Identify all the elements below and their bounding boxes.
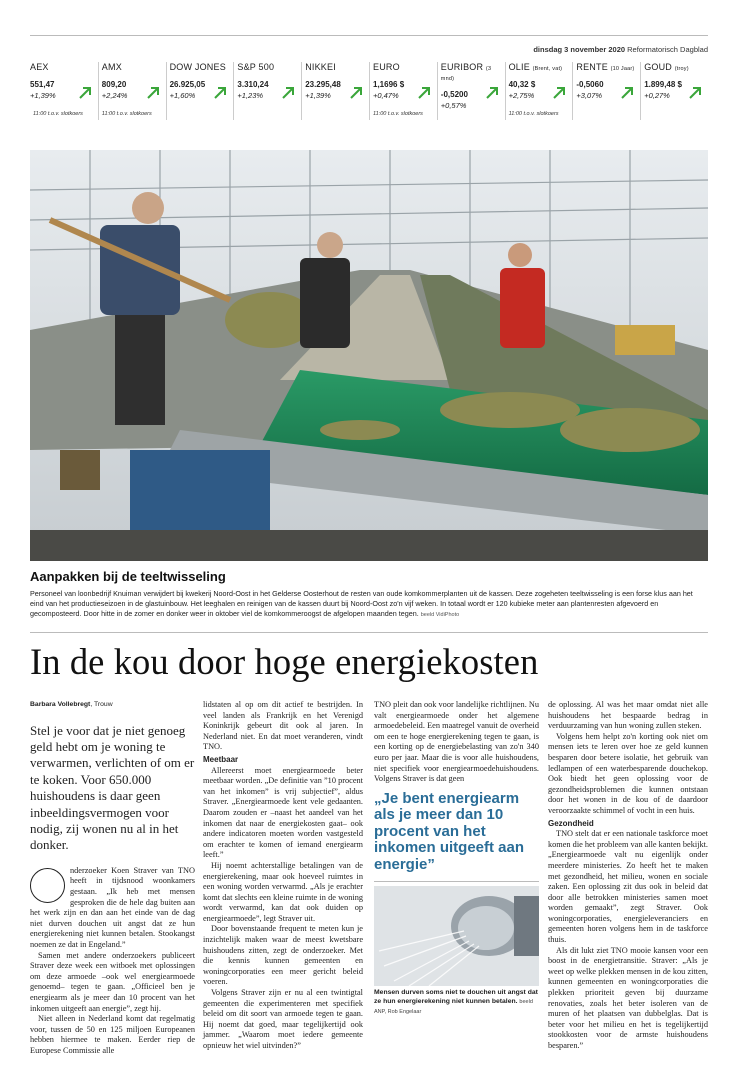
photo-credit: beeld VidiPhoto bbox=[420, 612, 460, 618]
ticker-value: -0,5200 bbox=[440, 90, 468, 99]
ticker-label: S&P 500 bbox=[237, 62, 275, 72]
paragraph: Allereerst moet energiearmoede beter meetbaar worden. „De definitie van ”10 procent van het inkomen” is vrij subjectief”, aldus Straver. „Energiearmoede kent vele gedaanten. Daarom zouden er –naast het aandeel van het inkomen dat naar de energiekosten gaat– ook andere indicatoren moeten worden vastgesteld om erachter te komen of iemand energiearm leeft.” bbox=[203, 765, 363, 860]
ticker-value: -0,5060 bbox=[576, 80, 604, 89]
paragraph: Hij noemt achterstallige betalingen van de energierekening, maar ook hoeveel ruimtes in een woning worden verwarmd. „Als je erachter komt dat slechts een kleine ruimte in de woning wordt verwarmd, kan dat ook duiden op energiearmoede”, legt Straver uit. bbox=[203, 860, 363, 923]
ticker-value: 1.899,48 $ bbox=[644, 80, 682, 89]
ticker-name bbox=[509, 62, 573, 72]
paragraph: TNO stelt dat er een nationale taskforce moet komen die het probleem van alle kanten bekijkt. „Energiearmoede valt nu eigenlijk onder meerdere ministeries. Zo heeft het te maken met gezondheid, het milieu, wonen en sociale zaken. Een oplossing zit dus ook in beleid dat door alle betrokken ministeries samen moet worden gemaakt”, zegt Straver. Ook woningcorporaties, energieleveranciers en gemeenten horen volgens hem in de taskforce thuis. bbox=[548, 829, 708, 945]
ticker-item bbox=[437, 62, 505, 120]
subheading-gezondheid: Gezondheid bbox=[548, 818, 594, 828]
ticker-item bbox=[640, 62, 708, 120]
ticker-change: +2,24% bbox=[101, 91, 128, 100]
dateline bbox=[533, 45, 708, 54]
ticker-label: EURIBOR bbox=[440, 62, 484, 72]
up-arrow-icon bbox=[620, 86, 634, 100]
ticker-note: 11:00 t.o.v. slotkoers bbox=[33, 111, 83, 117]
inset-credit: beeld ANP, Rob Engelaar bbox=[374, 999, 533, 1016]
ticker-change: +3,07% bbox=[576, 91, 603, 100]
up-arrow-icon bbox=[417, 86, 431, 100]
paragraph: Als dit lukt ziet TNO mooie kansen voor een boost in de energietransitie. Straver: „Als je weet op welke plekken mensen in de kou zitten, kunnen gemeenten en woningcorporaties die plekken prioriteit geven bij duurzame renovaties, zoals het beter isoleren van de muren of het plaatsen van dubbelglas. Dat is beter voor het milieu en het is tegelijkertijd stookkosten voor de armste huishoudens besparen.” bbox=[548, 945, 708, 1050]
paragraph: Volgens Straver zijn er nu al een twintigtal gemeenten die experimenteren met specifiek beleid om dit soort van armoede tegen te gaan. Hij noemt dat goed, maar tegelijkertijd ook jammer. „Waarom moet iedere gemeente opnieuw het wiel uitvinden?” bbox=[203, 988, 363, 1050]
ticker-name bbox=[576, 62, 640, 72]
paragraph: nderzoeker Koen Straver van TNO heeft in tijdsnood woonkamers gestaan. „Ik heb met mensen gesproken die de hele dag buiten aan het werk zijn en dan aan het einde van de dag niet durven douchen uit angst dat ze hun energierekening niet kunnen betalen. Stookangst noemen ze dat in Engeland.” bbox=[30, 865, 195, 949]
ticker-value: 40,32 $ bbox=[508, 80, 536, 89]
up-arrow-icon bbox=[213, 86, 227, 100]
shower-head-image bbox=[374, 886, 539, 986]
ticker-item bbox=[233, 62, 301, 120]
ticker-label: OLIE bbox=[508, 62, 530, 72]
ticker-label: RENTE bbox=[576, 62, 608, 72]
ticker-name bbox=[305, 62, 369, 72]
paragraph: Niet alleen in Nederland komt dat regelmatig voor, tussen de 50 en 125 miljoen Europeanen hebben hiermee te maken. Eerder riep de Europese Commissie alle bbox=[30, 1014, 195, 1055]
byline: Barbara Vollebregt, Trouw bbox=[30, 701, 113, 708]
ticker-item bbox=[30, 62, 98, 120]
up-arrow-icon bbox=[146, 86, 160, 100]
ticker-change: +0,27% bbox=[644, 91, 670, 100]
ticker-name bbox=[441, 62, 505, 82]
ticker-item bbox=[166, 62, 234, 120]
date: dinsdag 3 november 2020 bbox=[533, 45, 626, 54]
ticker-name bbox=[30, 62, 98, 72]
up-arrow-icon bbox=[349, 86, 363, 100]
paper-name: Reformatorisch Dagblad bbox=[627, 45, 708, 54]
subheading-meetbaar: Meetbaar bbox=[203, 754, 239, 764]
ticker-change: +2,75% bbox=[508, 91, 535, 100]
ticker-change: +1,39% bbox=[30, 91, 56, 100]
ticker-sub: (10 Jaar) bbox=[610, 66, 635, 72]
ticker-label: NIKKEI bbox=[305, 62, 336, 72]
inset-caption-text: Mensen durven soms niet te douchen uit angst dat ze hun energierekening niet kunnen betalen. bbox=[374, 989, 538, 1006]
ticker-value: 3.310,24 bbox=[237, 80, 269, 89]
ticker-item bbox=[301, 62, 369, 120]
ticker-value: 26.925,05 bbox=[169, 80, 206, 89]
column-2 bbox=[203, 700, 363, 1052]
column-4 bbox=[548, 700, 708, 1052]
photo-title: Aanpakken bij de teeltwisseling bbox=[30, 569, 226, 584]
ticker-item bbox=[505, 62, 573, 120]
ticker-name bbox=[644, 62, 708, 72]
paragraph: Samen met andere onderzoekers publiceert Straver deze week een witboek met oplossingen om deze armoede –ook wel energiearmoede genoemd– tegen te gaan. „Officieel ben je energiearm als je meer dan 10 procent van het inkomen uitgeeft aan energie”, zegt hij. bbox=[30, 950, 195, 1013]
photo-caption-text: Personeel van loonbedrijf Knuiman verwijdert bij kwekerij Noord-Oost in het Gelderse Oosterhout de resten van oude komkommerplanten uit de kassen. Deze zogeheten teeltwisseling is een forse klus aan het eind van het productieseizoen in de glastuinbouw. Het leeghalen en reinigen van de kassen duurt bij Noord-Oost zo'n vijf weken. In totaal wordt er 120 kubieke meter aan plantenresten afgevoerd en gecomposteerd. Door hitte in de zomer en donker weer in oktober viel de komkommeroogst de afgelopen maanden tegen. bbox=[30, 589, 693, 618]
up-arrow-icon bbox=[281, 86, 295, 100]
article-headline: In de kou door hoge energiekosten bbox=[30, 641, 539, 682]
column-3 bbox=[374, 700, 539, 1017]
ticker-label: GOUD bbox=[644, 62, 672, 72]
top-rule bbox=[30, 35, 708, 36]
main-photo bbox=[30, 150, 708, 561]
ticker-name bbox=[170, 62, 234, 72]
ticker-name bbox=[237, 62, 301, 72]
market-ticker bbox=[30, 62, 708, 120]
paragraph: Volgens hem helpt zo'n korting ook niet om mensen iets te leren over hoe ze geld kunnen besparen door betere isolatie, het gebruik van ledlampen of een waterbesparende douchekop. Ook biedt het geen oplossing voor de gezondheidsproblemen die kunnen ontstaan door het wonen in de kou of de daardoor veroorzaakte schimmel of vocht in een huis. bbox=[548, 731, 708, 815]
ticker-sub: (troy) bbox=[674, 66, 689, 72]
ticker-note: 11:00 t.o.v. slotkoers bbox=[373, 111, 423, 117]
ticker-item bbox=[369, 62, 437, 120]
ticker-name bbox=[373, 62, 437, 72]
photo-caption bbox=[30, 589, 708, 620]
ticker-change: +0,47% bbox=[373, 91, 399, 100]
ticker-change: +1,39% bbox=[305, 91, 331, 100]
inset-photo bbox=[374, 886, 539, 986]
ticker-label: DOW JONES bbox=[169, 62, 226, 72]
ticker-label: AMX bbox=[101, 62, 122, 72]
ticker-sub: (Brent, vat) bbox=[532, 66, 563, 72]
column-1 bbox=[30, 700, 195, 1057]
author: Barbara Vollebregt bbox=[30, 701, 91, 708]
paragraph: de oplossing. Al was het maar omdat niet alle huishoudens het bespaarde bedrag in verduurzaming van hun woning zullen steken. bbox=[548, 700, 708, 731]
up-arrow-icon bbox=[688, 86, 702, 100]
paragraph: Door bovenstaande frequent te meten kun je inzichtelijk maken waar de meest kwetsbare huishoudens zitten, zegt de onderzoeker. Met die kennis kunnen gemeenten en woningcorporaties een meer gericht beleid voeren. bbox=[203, 924, 363, 987]
ticker-change: +1,60% bbox=[169, 91, 196, 100]
inset-caption bbox=[374, 988, 539, 1017]
ticker-sub: (3 mnd) bbox=[440, 66, 492, 82]
up-arrow-icon bbox=[552, 86, 566, 100]
ticker-change: +0,57% bbox=[440, 101, 467, 110]
ticker-value: 809,20 bbox=[101, 80, 127, 89]
ticker-label: EURO bbox=[373, 62, 400, 72]
ticker-value: 1,1696 $ bbox=[373, 80, 405, 89]
ticker-change: +1,23% bbox=[237, 91, 264, 100]
article-intro: Stel je voor dat je niet genoeg geld hebt om je woning te verwarmen, verlichten of om er te koken. Voor 650.000 huishoudens is daar geen inbeeldingsvermogen voor nodig, zij wonen nu al in het donker. bbox=[30, 722, 195, 853]
greenhouse-workers-image bbox=[30, 150, 708, 561]
ticker-note: 11:00 t.o.v. slotkoers bbox=[101, 111, 152, 117]
source: Trouw bbox=[93, 701, 113, 708]
up-arrow-icon bbox=[78, 86, 92, 100]
dropcap-o-icon bbox=[30, 868, 65, 903]
ticker-item bbox=[98, 62, 166, 120]
up-arrow-icon bbox=[485, 86, 499, 100]
ticker-value: 23.295,48 bbox=[305, 80, 341, 89]
section-rule bbox=[30, 632, 708, 633]
ticker-note: 11:00 t.o.v. slotkoers bbox=[508, 111, 559, 117]
pull-quote: „Je bent energiearm als je meer dan 10 procent van het inkomen uitgeeft aan energie” bbox=[374, 789, 525, 873]
ticker-item bbox=[572, 62, 640, 120]
ticker-value: 551,47 bbox=[30, 80, 55, 89]
paragraph: lidstaten al op om dit actief te bestrijden. In veel landen als Frankrijk en het Verenigd Koninkrijk gebeurt dit ook al jaren. In Nederland niet. En dat moet veranderen, vindt TNO. bbox=[203, 700, 363, 752]
paragraph: TNO pleit dan ook voor landelijke richtlijnen. Nu valt energiearmoede onder het algemene armoedebeleid. Een maatregel vanuit de overheid om een te hoge energierekening tegen te gaan, is een korting op de energiebelasting van zo'n 340 euro per jaar. Maar die is voor alle huishoudens, niet specifiek voor energiearmoedehuishoudens. Volgens Straver is dat geen bbox=[374, 700, 539, 784]
col1-body bbox=[30, 866, 195, 1057]
ticker-label: AEX bbox=[30, 62, 49, 72]
ticker-name bbox=[102, 62, 166, 72]
quote-rule bbox=[374, 881, 539, 882]
